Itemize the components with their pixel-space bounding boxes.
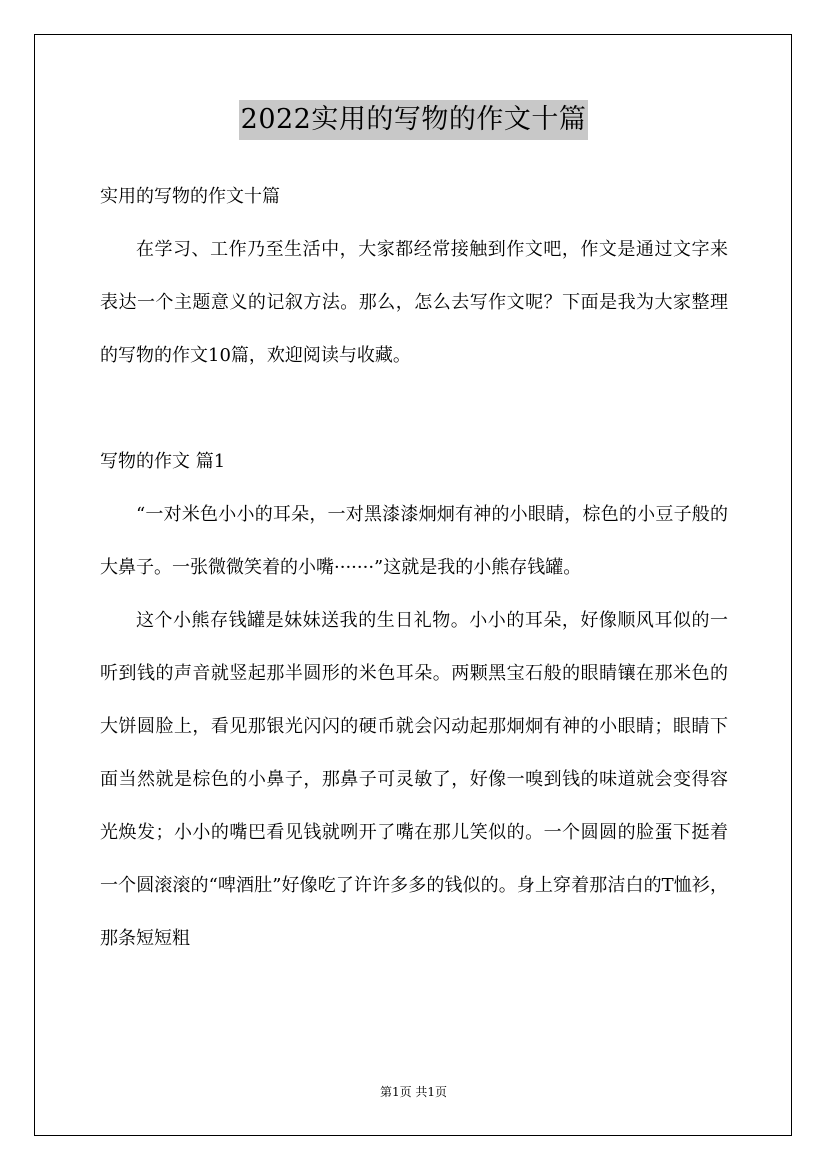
page-number: 第1页 共1页 [379,1085,448,1099]
section-heading: 写物的作文 篇1 [100,451,226,472]
document-subtitle: 实用的写物的作文十篇 [100,186,280,207]
title-container [0,100,827,140]
intro-paragraph: 在学习、工作乃至生活中，大家都经常接触到作文吧，作文是通过文字来表达一个主题意义的记叙方法。那么，怎么去写作文呢？下面是我为大家整理的写物的作文10篇，欢迎阅读与收藏。 [100,239,728,366]
section-spacer [100,382,728,435]
document-title: 2022实用的写物的作文十篇 [239,100,589,140]
body-paragraph-2: 这个小熊存钱罐是妹妹送我的生日礼物。小小的耳朵，好像顺风耳似的一听到钱的声音就竖起那半圆形的米色耳朵。两颗黑宝石般的眼睛镶在那米色的大饼圆脸上，看见那银光闪闪的硬币就会闪动起那炯炯有神的小眼睛；眼睛下面当然就是棕色的小鼻子，那鼻子可灵敏了，好像一嗅到钱的味道就会变得容光焕发；小小的嘴巴看见钱就咧开了嘴在那儿笑似的。一个圆圆的脸蛋下挺着一个圆滚滚的“啤酒肚”好像吃了许许多多的钱似的。身上穿着那洁白的T恤衫，那条短短粗 [100,610,728,949]
page-footer [0,1082,827,1102]
body-paragraph-1: “一对米色小小的耳朵，一对黑漆漆炯炯有神的小眼睛，棕色的小豆子般的大鼻子。一张微微笑着的小嘴·······”这就是我的小熊存钱罐。 [100,504,728,578]
document-body [100,170,728,965]
